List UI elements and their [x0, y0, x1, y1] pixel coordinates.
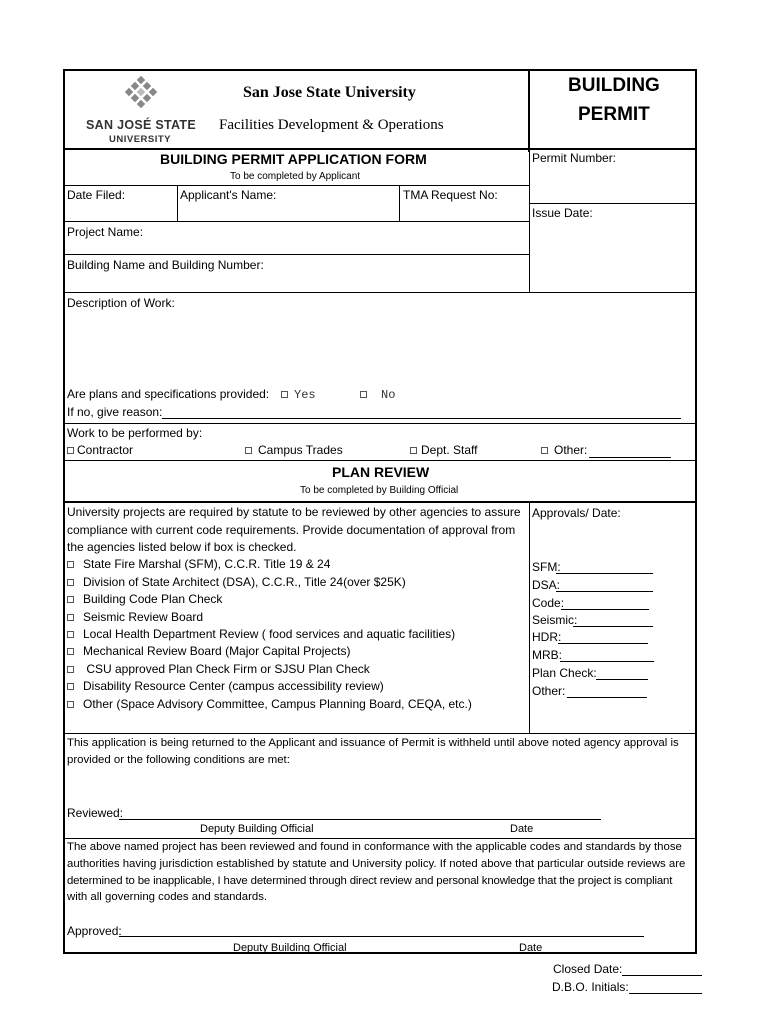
plans-question: Are plans and specifications provided:: [67, 387, 270, 401]
agency-checkbox[interactable]: [67, 701, 74, 708]
approval-seismic: Seismic:: [532, 613, 578, 627]
approval-plan-check-field[interactable]: [596, 679, 648, 680]
plan-review-title: PLAN REVIEW: [332, 464, 430, 480]
other-work-field[interactable]: [589, 457, 671, 458]
reviewed-field[interactable]: [119, 819, 601, 820]
reason-field[interactable]: [162, 418, 681, 419]
closed-date-field[interactable]: [622, 975, 702, 976]
yes-checkbox[interactable]: [281, 391, 288, 398]
dbo-initials-label: D.B.O. Initials:: [552, 980, 629, 994]
approved-label: Approved:: [67, 924, 122, 938]
approval-hdr: HDR:: [532, 630, 562, 644]
permit-title-line2: PERMIT: [578, 104, 650, 125]
agency-checkbox[interactable]: [67, 648, 74, 655]
yes-option[interactable]: Yes: [281, 388, 316, 402]
work-option-other[interactable]: Other:: [541, 443, 587, 457]
approval-text-1: The above named project has been reviewed and found in conformance with the applicable codes and standards by those: [67, 841, 682, 853]
approval-sfm-field[interactable]: [556, 573, 653, 574]
approval-text-3: determined to be inapplicable, I have determined through direct review and personal knowledge that the project is compliant: [67, 875, 673, 887]
tma-request-label: TMA Request No:: [403, 188, 498, 202]
description-label: Description of Work:: [67, 296, 175, 310]
agency-item-code[interactable]: Building Code Plan Check: [67, 592, 222, 606]
approved-date-label: Date: [519, 942, 543, 954]
approval-text-2: authorities having jurisdiction established by statute and University policy. If noted above that particular outside reviews are: [67, 858, 686, 870]
approved-deputy-label: Deputy Building Official: [233, 942, 347, 954]
reviewed-date-label: Date: [510, 823, 534, 835]
building-label: Building Name and Building Number:: [67, 258, 264, 272]
approval-code-field[interactable]: [561, 609, 649, 610]
agency-item-health[interactable]: Local Health Department Review ( food services and aquatic facilities): [67, 627, 455, 641]
agency-checkbox[interactable]: [67, 561, 74, 568]
agency-item-seismic[interactable]: Seismic Review Board: [67, 610, 203, 624]
form-title: BUILDING PERMIT APPLICATION FORM: [160, 151, 427, 167]
agency-item-drc[interactable]: Disability Resource Center (campus accessibility review): [67, 679, 384, 693]
agency-item-mechanical[interactable]: Mechanical Review Board (Major Capital Projects): [67, 644, 350, 658]
agency-item-csu[interactable]: CSU approved Plan Check Firm or SJSU Plan Check: [67, 662, 370, 676]
conditions-text-2: provided or the following conditions are met:: [67, 754, 290, 766]
closed-date-label: Closed Date:: [553, 962, 623, 976]
reviewed-label: Reviewed:: [67, 806, 124, 820]
approval-dsa-field[interactable]: [556, 591, 653, 592]
approved-field[interactable]: [119, 936, 644, 937]
date-filed-label: Date Filed:: [67, 188, 126, 202]
issue-date-label: Issue Date:: [532, 206, 593, 220]
approval-other-field[interactable]: [567, 697, 647, 698]
approval-hdr-field[interactable]: [558, 643, 648, 644]
approval-code: Code:: [532, 596, 565, 610]
reviewed-deputy-label: Deputy Building Official: [200, 823, 314, 835]
project-name-label: Project Name:: [67, 225, 144, 239]
no-checkbox[interactable]: [360, 391, 367, 398]
dbo-initials-field[interactable]: [629, 993, 702, 994]
approval-other: Other:: [532, 684, 566, 698]
logo-subtext: UNIVERSITY: [109, 134, 172, 145]
agency-checkbox[interactable]: [67, 683, 74, 690]
form-subtitle: To be completed by Applicant: [230, 171, 361, 182]
permit-title-line1: BUILDING: [568, 75, 660, 96]
reason-label: If no, give reason:: [67, 405, 163, 419]
agency-checkbox[interactable]: [67, 614, 74, 621]
approval-mrb-field[interactable]: [560, 661, 654, 662]
approval-sfm: SFM:: [532, 560, 561, 574]
agency-checkbox[interactable]: [67, 596, 74, 603]
approval-plan-check: Plan Check:: [532, 666, 597, 680]
work-label: Work to be performed by:: [67, 426, 203, 440]
agency-checkbox[interactable]: [67, 631, 74, 638]
conditions-text-1: This application is being returned to the Applicant and issuance of Permit is withheld until above noted agency approval is: [67, 737, 679, 749]
plan-review-subtitle: To be completed by Building Official: [300, 485, 459, 496]
work-option-trades[interactable]: Campus Trades: [245, 443, 343, 457]
permit-number-label: Permit Number:: [532, 151, 617, 165]
agency-item-sfm[interactable]: State Fire Marshal (SFM), C.C.R. Title 19 & 24: [67, 557, 330, 571]
logo-text: SAN JOSÉ STATE: [86, 118, 197, 132]
work-option-contractor[interactable]: Contractor: [67, 443, 133, 457]
contractor-checkbox[interactable]: [67, 447, 74, 454]
staff-checkbox[interactable]: [410, 447, 417, 454]
agency-item-other[interactable]: Other (Space Advisory Committee, Campus Planning Board, CEQA, etc.): [67, 697, 472, 711]
approvals-label: Approvals/ Date:: [532, 506, 621, 520]
approval-dsa: DSA:: [532, 578, 561, 592]
approval-seismic-field[interactable]: [573, 626, 653, 627]
plan-review-intro-2: compliance with current code requirements. Provide documentation of approval from: [67, 523, 516, 537]
plan-review-intro-3: the agencies listed below if box is checked.: [67, 540, 297, 554]
no-option[interactable]: No: [360, 388, 395, 402]
trades-checkbox[interactable]: [245, 447, 252, 454]
agency-checkbox[interactable]: [67, 666, 74, 673]
approval-mrb: MRB:: [532, 648, 562, 662]
department-name: Facilities Development & Operations: [219, 117, 444, 133]
approval-text-4: with all governing codes and standards.: [67, 891, 268, 903]
other-checkbox[interactable]: [541, 447, 548, 454]
applicant-name-label: Applicant's Name:: [180, 188, 277, 202]
agency-item-dsa[interactable]: Division of State Architect (DSA), C.C.R., Title 24(over $25K): [67, 575, 406, 589]
agency-checkbox[interactable]: [67, 579, 74, 586]
plan-review-intro-1: University projects are required by statute to be reviewed by other agencies to assure: [67, 505, 521, 519]
work-option-staff[interactable]: Dept. Staff: [410, 443, 477, 457]
university-name: San Jose State University: [243, 84, 416, 101]
